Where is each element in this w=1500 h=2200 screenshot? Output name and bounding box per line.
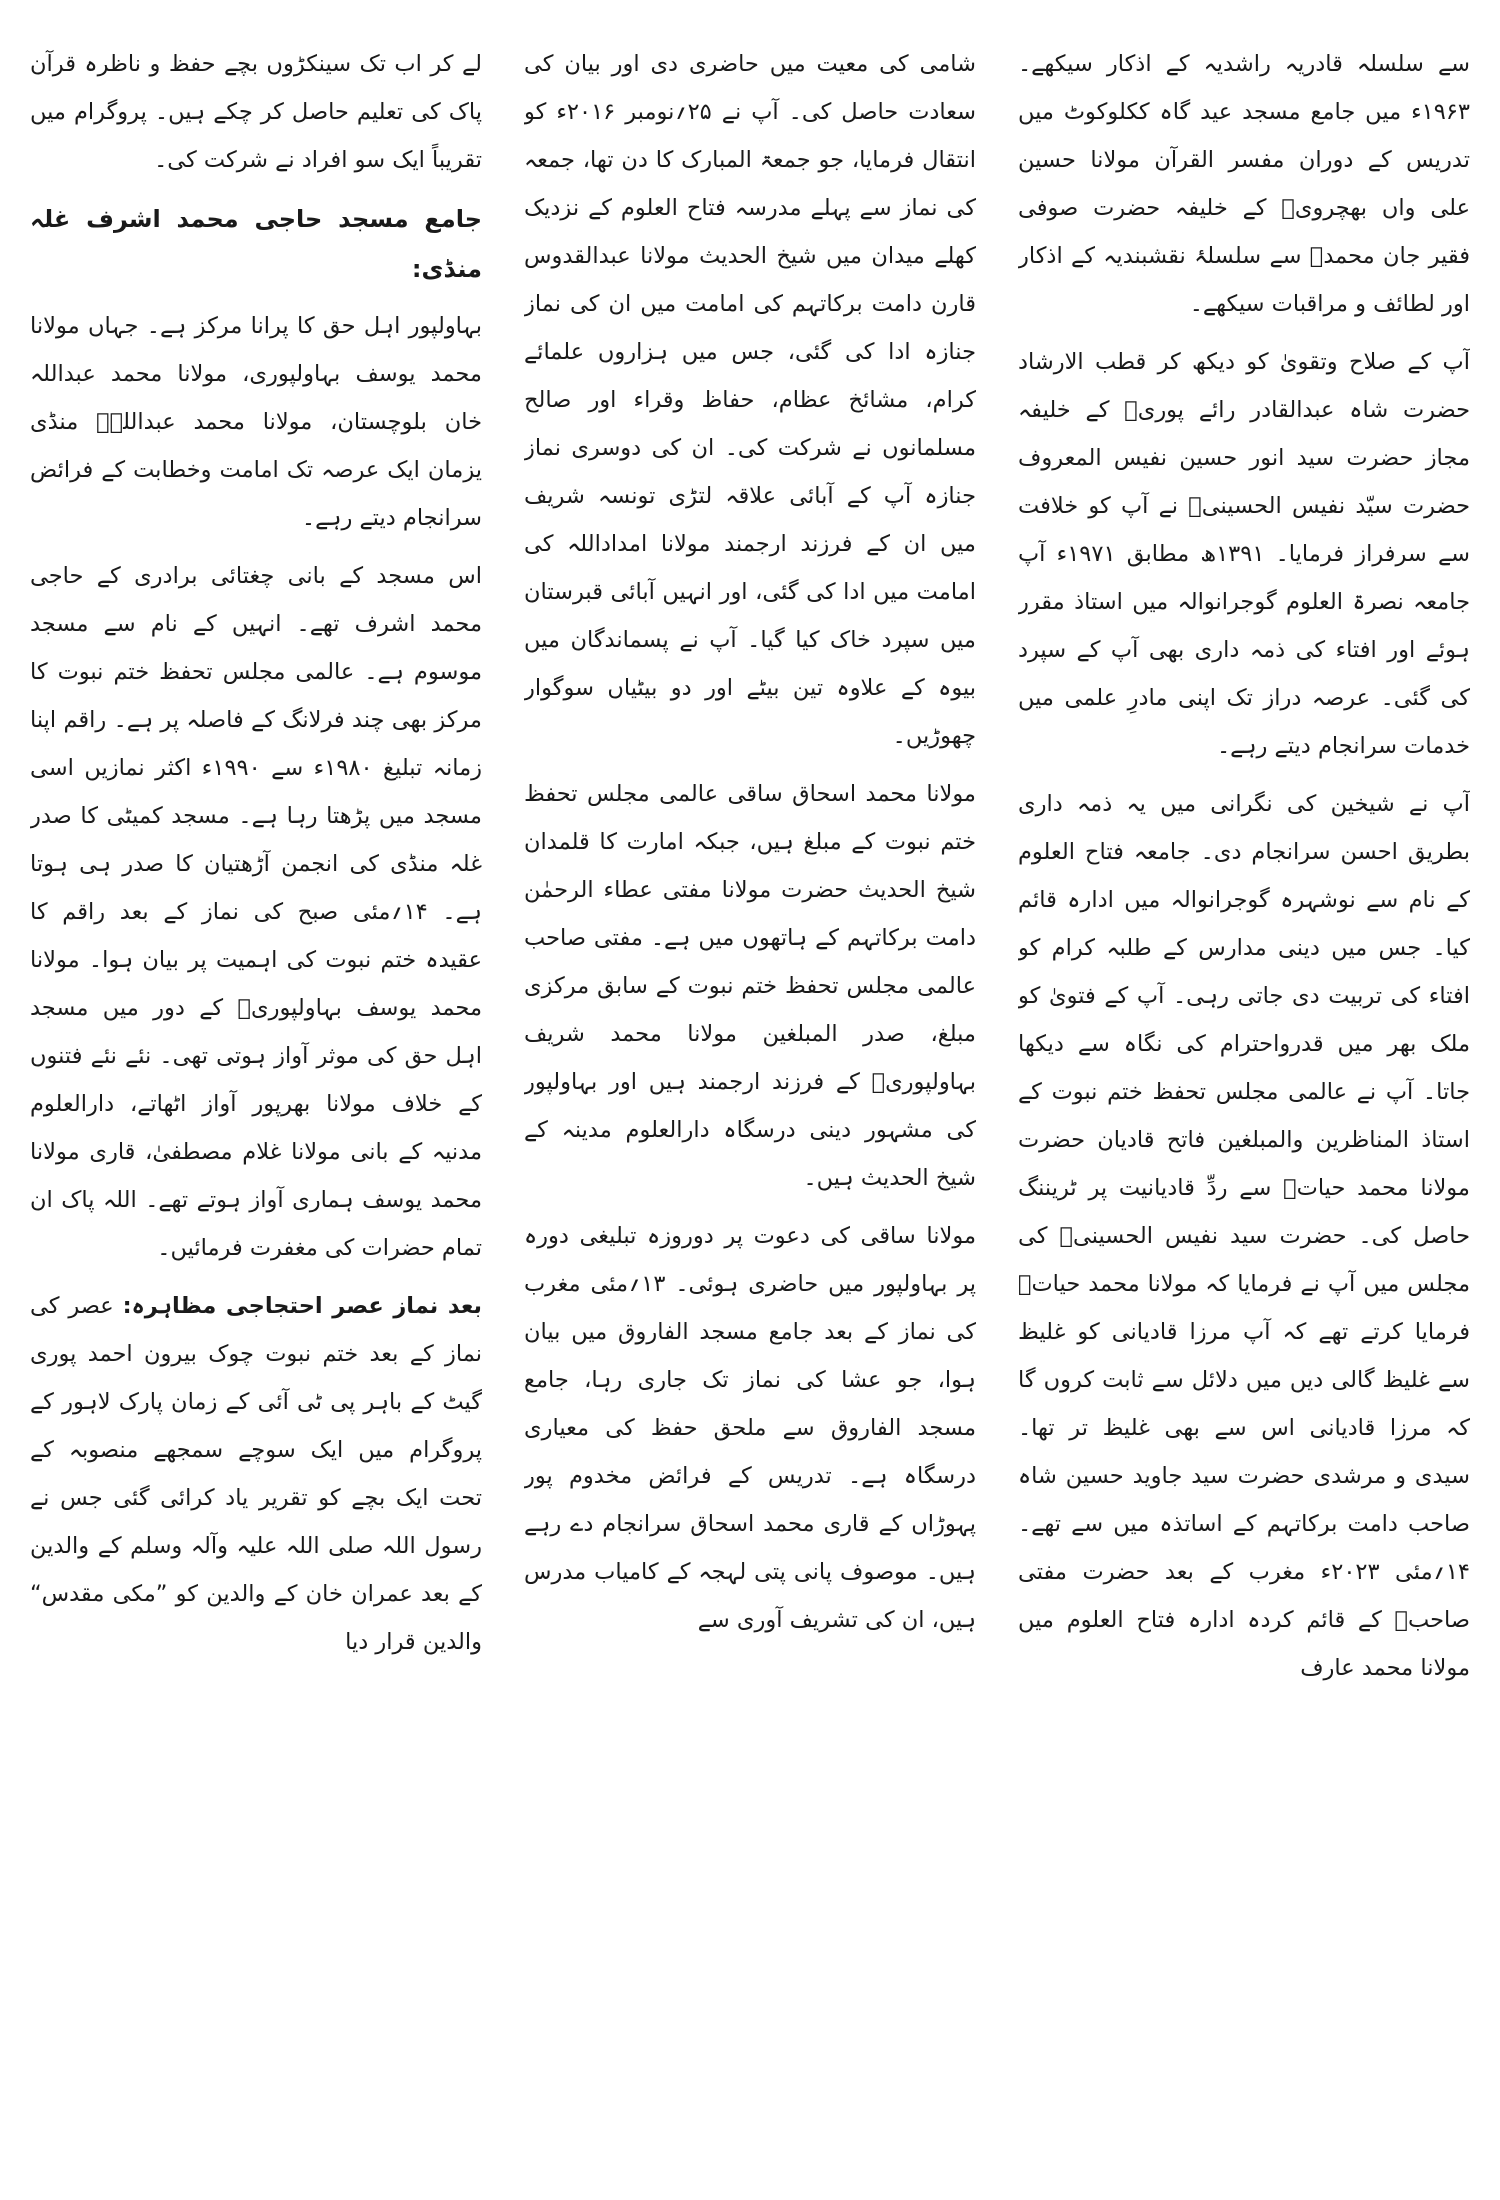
- paragraph: اس مسجد کے بانی چغتائی برادری کے حاجی محمد اشرف تھے۔ انہیں کے نام سے مسجد موسوم ہے۔ عالمی مجلس تحفظ ختم نبوت کا مرکز بھی چند فرلانگ کے فاصلہ پر ہے۔ راقم اپنا زمانہ تبلیغ ۱۹۸۰ء سے ۱۹۹۰ء اکثر نمازیں اسی مسجد میں پڑھتا رہا ہے۔ مسجد کمیٹی کا صدر غلہ منڈی کی انجمن آڑھتیان کا صدر ہی ہوتا ہے۔ ۱۴؍مئی صبح کی نماز کے بعد راقم کا عقیدہ ختم نبوت کی اہمیت پر بیان ہوا۔ مولانا محمد یوسف بہاولپوریؒ کے دور میں مسجد اہل حق کی موثر آواز ہوتی تھی۔ نئے نئے فتنوں کے خلاف مولانا بھرپور آواز اٹھاتے، دارالعلوم مدنیہ کے بانی مولانا غلام مصطفیٰ، قاری مولانا محمد یوسف ہماری آواز ہوتے تھے۔ اللہ پاک ان تمام حضرات کی مغفرت فرمائیں۔: [30, 563, 482, 1261]
- paragraph: مولانا ساقی کی دعوت پر دوروزہ تبلیغی دورہ پر بہاولپور میں حاضری ہوئی۔ ۱۳؍مئی مغرب کی نماز کے بعد جامع مسجد الفاروق میں بیان ہوا، جو عشا کی نماز تک جاری رہا، جامع مسجد الفاروق سے ملحق حفظ کی معیاری درسگاہ ہے۔ تدریس کے فرائض مخدوم پور پہوڑاں کے قاری محمد اسحاق سرانجام دے رہے ہیں۔ موصوف پانی پتی لہجہ کے کامیاب مدرس ہیں، ان کی تشریف آوری سے: [524, 1223, 976, 1633]
- section-heading: جامع مسجد حاجی محمد اشرف غلہ منڈی:: [30, 205, 482, 283]
- paragraph: مولانا محمد اسحاق ساقی عالمی مجلس تحفظ ختم نبوت کے مبلغ ہیں، جبکہ امارت کا قلمدان شیخ الحدیث حضرت مولانا مفتی عطاء الرحمٰن دامت برکاتہم کے ہاتھوں میں ہے۔ مفتی صاحب عالمی مجلس تحفظ ختم نبوت کے سابق مرکزی مبلغ، صدر المبلغین مولانا محمد شریف بہاولپوریؒ کے فرزند ارجمند ہیں اور بہاولپور کی مشہور دینی درسگاہ دارالعلوم مدینہ کے شیخ الحدیث ہیں۔: [524, 781, 976, 1191]
- paragraph: سے سلسلہ قادریہ راشدیہ کے اذکار سیکھے۔ ۱۹۶۳ء میں جامع مسجد عید گاہ ککلوکوٹ میں تدریس کے دوران مفسر القرآن مولانا حسین علی واں بھچرویؒ کے خلیفہ حضرت صوفی فقیر جان محمدؒ سے سلسلۂ نقشبندیہ کے اذکار اور لطائف و مراقبات سیکھے۔: [1018, 51, 1470, 317]
- column-right: [1018, 40, 1470, 2180]
- column-middle: [524, 40, 976, 2180]
- paragraph: شامی کی معیت میں حاضری دی اور بیان کی سعادت حاصل کی۔ آپ نے ۲۵؍نومبر ۲۰۱۶ء کو انتقال فرمایا، جو جمعۃ المبارک کا دن تھا، جمعہ کی نماز سے پہلے مدرسہ فتاح العلوم کے نزدیک کھلے میدان میں شیخ الحدیث مولانا عبدالقدوس قارن دامت برکاتہم کی امامت میں ان کی نماز جنازہ ادا کی گئی، جس میں ہزاروں علمائے کرام، مشائخ عظام، حفاظ وقراء اور صالح مسلمانوں نے شرکت کی۔ ان کی دوسری نماز جنازہ آپ کے آبائی علاقہ لتڑی تونسہ شریف میں ان کے فرزند ارجمند مولانا امداداللہ کی امامت میں ادا کی گئی، اور انہیں آبائی قبرستان میں سپرد خاک کیا گیا۔ آپ نے پسماندگان میں بیوہ کے علاوہ تین بیٹے اور دو بیٹیاں سوگوار چھوڑیں۔: [524, 51, 976, 749]
- paragraph: آپ کے صلاح وتقویٰ کو دیکھ کر قطب الارشاد حضرت شاہ عبدالقادر رائے پوریؒ کے خلیفہ مجاز حضرت سید انور حسین نفیس المعروف حضرت سیّد نفیس الحسینیؒ نے آپ کو خلافت سے سرفراز فرمایا۔ ۱۳۹۱ھ مطابق ۱۹۷۱ء آپ جامعہ نصرۃ العلوم گوجرانوالہ میں استاذ مقرر ہوئے اور افتاء کی ذمہ داری بھی آپ کے سپرد کی گئی۔ عرصہ دراز تک اپنی مادرِ علمی میں خدمات سرانجام دیتے رہے۔: [1018, 349, 1470, 759]
- paragraph: بہاولپور اہل حق کا پرانا مرکز ہے۔ جہاں مولانا محمد یوسف بہاولپوری، مولانا محمد عبداللہ خان بلوچستان، مولانا محمد عبداللہؒ منڈی یزمان ایک عرصہ تک امامت وخطابت کے فرائض سرانجام دیتے رہے۔: [30, 313, 482, 531]
- paragraph: لے کر اب تک سینکڑوں بچے حفظ و ناظرہ قرآن پاک کی تعلیم حاصل کر چکے ہیں۔ پروگرام میں تقریباً ایک سو افراد نے شرکت کی۔: [30, 51, 482, 173]
- paragraph-with-lead: [30, 1282, 482, 1666]
- paragraph-body: عصر کی نماز کے بعد ختم نبوت چوک بیرون احمد پوری گیٹ کے باہر پی ٹی آئی کے زمان پارک لاہور کے پروگرام میں ایک سوچے سمجھے منصوبہ کے تحت ایک بچے کو تقریر یاد کرائی گئی جس نے رسول اللہ صلی اللہ علیہ وآلہ وسلم کے والدین کے بعد عمران خان کے والدین کو ”مکی مقدس“ والدین قرار دیا: [30, 1293, 482, 1655]
- inline-heading: بعد نماز عصر احتجاجی مظاہرہ:: [122, 1293, 482, 1319]
- column-left: [30, 40, 482, 2180]
- paragraph: آپ نے شیخین کی نگرانی میں یہ ذمہ داری بطریق احسن سرانجام دی۔ جامعہ فتاح العلوم کے نام سے نوشہرہ گوجرانوالہ میں ادارہ قائم کیا۔ جس میں دینی مدارس کے طلبہ کرام کو افتاء کی تربیت دی جاتی رہی۔ آپ کے فتویٰ کو ملک بھر میں قدرواحترام کی نگاہ سے دیکھا جاتا۔ آپ نے عالمی مجلس تحفظ ختم نبوت کے استاذ المناظرین والمبلغین فاتح قادیان حضرت مولانا محمد حیاتؒ سے ردِّ قادیانیت پر ٹریننگ حاصل کی۔ حضرت سید نفیس الحسینیؒ کی مجلس میں آپ نے فرمایا کہ مولانا محمد حیاتؒ فرمایا کرتے تھے کہ آپ مرزا قادیانی کو غلیظ سے غلیظ گالی دیں میں دلائل سے ثابت کروں گا کہ مرزا قادیانی اس سے بھی غلیظ تر تھا۔ سیدی و مرشدی حضرت سید جاوید حسین شاہ صاحب دامت برکاتہم کے اساتذہ میں سے تھے۔ ۱۴؍مئی ۲۰۲۳ء مغرب کے بعد حضرت مفتی صاحبؒ کے قائم کردہ ادارہ فتاح العلوم میں مولانا محمد عارف: [1018, 791, 1470, 1681]
